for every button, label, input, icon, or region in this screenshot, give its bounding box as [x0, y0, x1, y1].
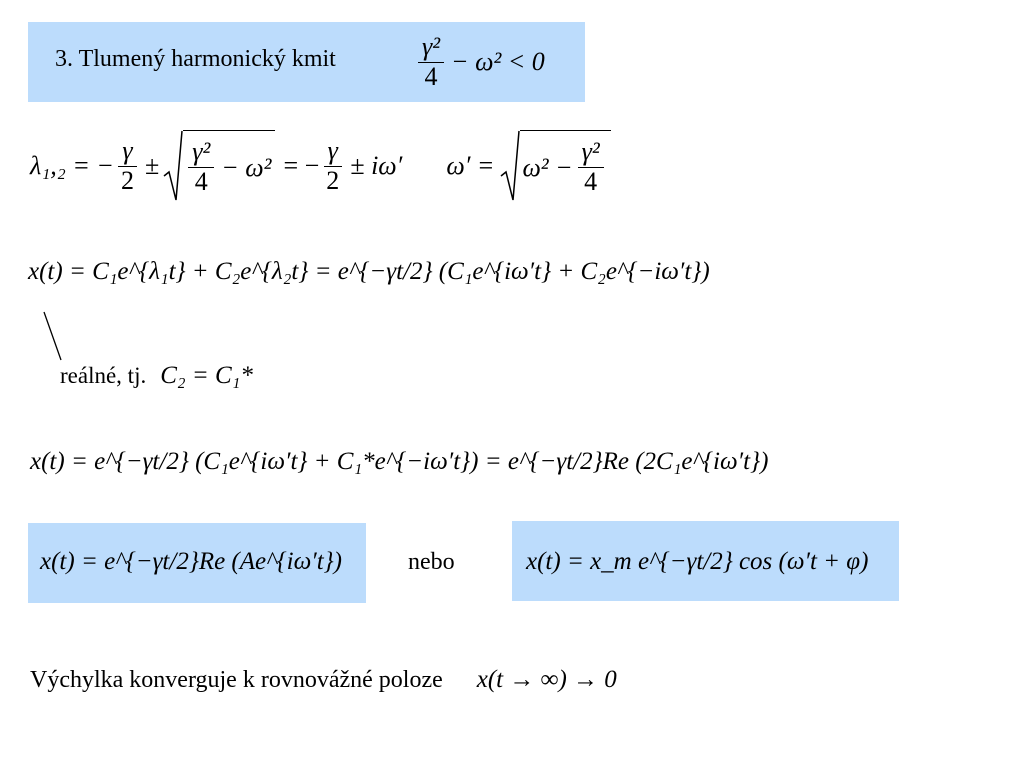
fraction-numerator: γ²: [578, 138, 604, 168]
conclusion-row: [30, 666, 617, 694]
rad-fraction: [188, 138, 214, 196]
half-gamma-fraction-2: [322, 137, 343, 195]
heading-label: 3. Tlumený harmonický kmit: [55, 46, 336, 72]
roots-equation: [30, 128, 611, 204]
fraction-numerator: γ²: [188, 138, 214, 168]
fraction-denominator: 4: [194, 167, 208, 196]
note-row: [60, 362, 253, 390]
radical-sign-icon: [163, 130, 183, 202]
gamma-fraction: [418, 33, 444, 91]
connector-nebo: nebo: [408, 549, 455, 575]
square-root: [163, 130, 275, 202]
radical-sign-icon: [500, 130, 520, 202]
fraction-numerator: γ²: [418, 33, 444, 63]
roots-tail: ± iω′: [350, 151, 403, 180]
heading-condition: [415, 28, 545, 96]
omega-prime-rad-lead: ω² −: [522, 152, 573, 182]
fraction-denominator: 4: [424, 61, 438, 91]
fraction-denominator: 4: [584, 167, 598, 196]
omega-prime-lhs: ω′ =: [446, 151, 495, 180]
real-solution: x(t) = e^{−γt/2} (C₁e^{iω′t} + C₁*e^{−iω′t}) = e^{−γt/2}Re (2C₁e^{iω′t}): [30, 448, 769, 475]
condition-rest: − ω² < 0: [451, 47, 545, 76]
fraction-numerator: γ: [118, 137, 136, 167]
conclusion-formula: x(t → ∞) → 0: [476, 666, 617, 693]
fraction-denominator: 2: [326, 165, 340, 195]
omega-prime-root: [500, 130, 610, 202]
pointer-line: [40, 310, 70, 364]
note-text: reálné, tj.: [60, 363, 147, 388]
result-left: x(t) = e^{−γt/2}Re (Ae^{iω′t}): [40, 548, 343, 575]
half-gamma-fraction: [117, 137, 138, 195]
fraction-denominator: 2: [120, 165, 134, 195]
omega-prime-fraction: [578, 138, 604, 196]
roots-lhs: λ₁,₂ = −: [30, 151, 114, 180]
plus-minus-sign: ±: [144, 151, 160, 180]
result-right: x(t) = x_m e^{−γt/2} cos (ω′t + φ): [526, 548, 869, 575]
note-formula: C₂ = C₁*: [160, 362, 253, 389]
fraction-numerator: γ: [324, 137, 342, 167]
roots-eq-mid: = −: [283, 151, 320, 180]
general-solution: x(t) = C₁e^{λ₁t} + C₂e^{λ₂t} = e^{−γt/2} (C₁e^{iω′t} + C₂e^{−iω′t}): [28, 258, 710, 285]
conclusion-text: Výchylka konverguje k rovnovážné poloze: [30, 666, 443, 693]
rad-rest: − ω²: [221, 152, 272, 182]
